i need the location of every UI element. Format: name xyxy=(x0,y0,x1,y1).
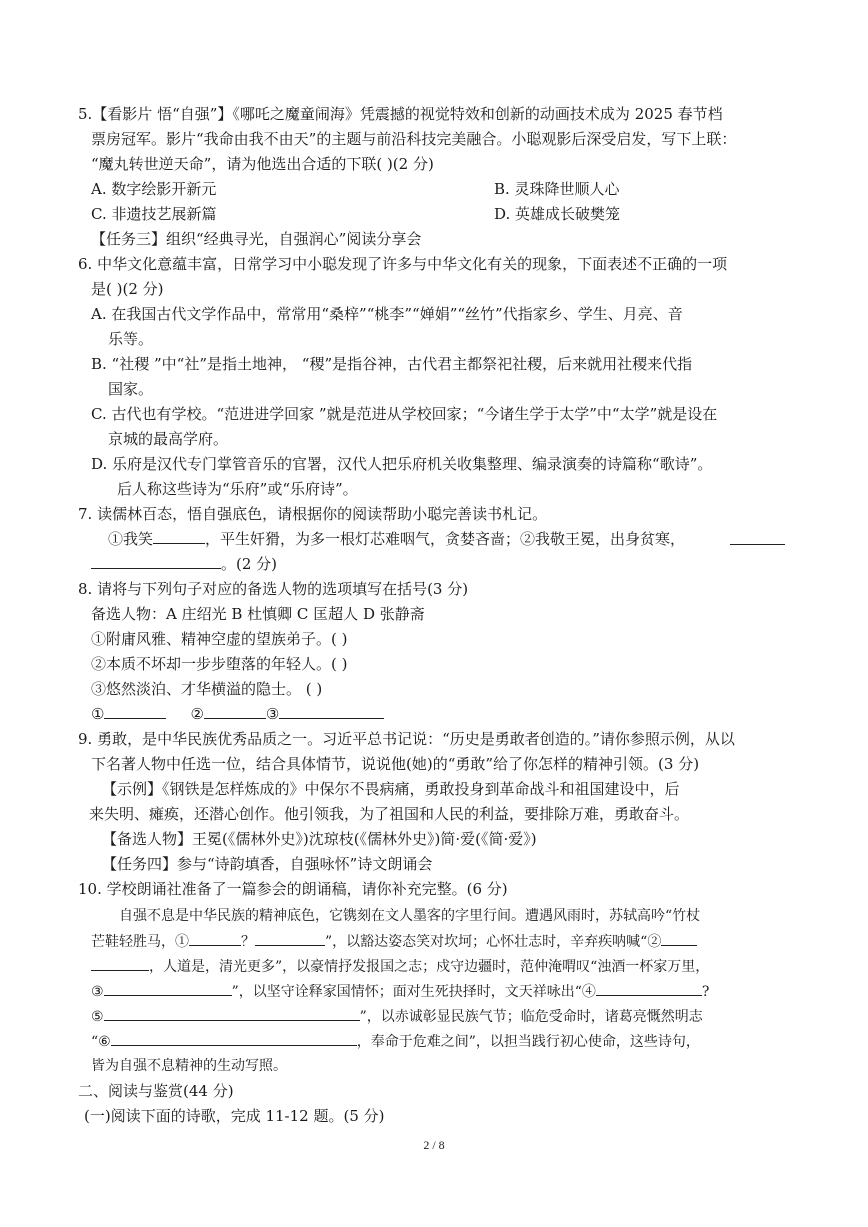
q7-line2 xyxy=(108,529,685,549)
q10-para-line2-start: 芒鞋轻胜马，① xyxy=(91,934,189,950)
q8-answer-blank-3[interactable] xyxy=(279,704,384,719)
task3-heading: 【任务三】组织“经典寻光，自强润心”阅读分享会 xyxy=(91,230,422,248)
q10-para-line5-text: ”，以赤诚彰显民族气节；临危受命时，诸葛亮慨然明志 xyxy=(359,1009,703,1025)
q9-line2: 下名著人物中任选一位，结合具体情节，说说他(她)的“勇敢”给了你怎样的精神引领。(3 分) xyxy=(91,755,700,773)
q6-line1: 6. 中华文化意蕴丰富，日常学习中小聪发现了许多与中华文化有关的现象，下面表述不正确的一项 xyxy=(78,255,728,273)
q10-para-line2-rest: ”，以豁达姿态笑对坎坷；心怀壮志时，辛弃疾呐喊“② xyxy=(325,934,662,950)
q9-example-line2: 来失明、瘫痪，还潜心创作。他引领我，为了祖国和人民的利益，要排除万难，勇敢奋斗。 xyxy=(89,805,690,823)
section-2-heading: 二、阅读与鉴赏(44 分) xyxy=(78,1082,234,1100)
task4-heading: 【任务四】参与“诗韵填香，自强咏怀”诗文朗诵会 xyxy=(102,855,433,873)
q7-blank-1[interactable] xyxy=(153,529,205,544)
q8-mark-3: ③ xyxy=(265,705,280,723)
q10-para-line6 xyxy=(91,1031,700,1052)
page-number: 2 / 8 xyxy=(423,1138,445,1152)
q10-para-line1: 自强不息是中华民族的精神底色，它镌刻在文人墨客的字里行间。遭遇风雨时，苏轼高吟“竹杖 xyxy=(119,908,701,924)
q8-candidates: 备选人物：A 庄绍光 B 杜慎卿 C 匡超人 D 张静斋 xyxy=(91,605,425,623)
q8-mark-1: ① xyxy=(91,705,105,723)
q10-para-line4 xyxy=(91,981,709,1002)
q5-option-a: A. 数字绘影开新元 xyxy=(91,180,217,198)
q5-option-b: B. 灵珠降世顺人心 xyxy=(494,180,620,198)
q6-option-c-line1: C. 古代也有学校。“范进进学回家 ”就是范进从学校回家；“今诸生学于太学”中“太学”就是设在 xyxy=(91,405,718,423)
q10-mark-5: ⑤ xyxy=(91,1009,104,1025)
q10-para-line3-text: ，人道是，清光更多”，以豪情抒发报国之志；戍守边疆时，范仲淹喟叹“浊酒一杯家万里， xyxy=(149,959,710,975)
q10-blank-4[interactable] xyxy=(596,981,702,996)
q9-example-line1: 【示例】《钢铁是怎样炼成的》中保尔不畏病痛，勇敢投身到革命战斗和祖国建设中，后 xyxy=(102,780,680,798)
q8-sentence-1: ①附庸风雅、精神空虚的望族弟子。( ) xyxy=(91,630,348,648)
q7-line2-rest: ，平生奸猾，为多一根灯芯难咽气，贪婪吝啬；②我敬王冕，出身贫寒， xyxy=(205,530,686,548)
q10-question-mark-1: ？ xyxy=(241,934,255,950)
q8-sentence-3: ③悠然淡泊、才华横溢的隐士。 ( ) xyxy=(91,680,323,698)
q10-para-line2 xyxy=(91,931,697,952)
q9-candidates: 【备选人物】王冕(《儒林外史》)沈琼枝(《儒林外史》)简·爱(《简·爱》) xyxy=(102,830,537,848)
q6-option-d-line1: D. 乐府是汉代专门掌管音乐的官署，汉代人把乐府机关收集整理、编录演奏的诗篇称“歌诗”。 xyxy=(91,455,713,473)
q10-blank-1a[interactable] xyxy=(189,931,241,946)
q10-para-line4-text: ”，以坚守诠释家国情怀；面对生死抉择时，文天祥咏出“④ xyxy=(231,984,596,1000)
q9-line1: 9. 勇敢，是中华民族优秀品质之一。习近平总书记说：“历史是勇敢者创造的。”请你参照示例，从以 xyxy=(78,730,735,748)
q8-line1: 8. 请将与下列句子对应的备选人物的选项填写在括号(3 分) xyxy=(78,580,469,598)
q7-blank-2a[interactable] xyxy=(730,544,785,545)
q10-para-line7: 皆为自强不息精神的生动写照。 xyxy=(91,1058,287,1074)
q8-answer-line xyxy=(91,704,384,724)
q5-option-c: C. 非遗技艺展新篇 xyxy=(91,205,217,223)
q6-option-b-line1: B. “社稷 ”中“社”是指土地神， “稷”是指谷神，古代君主都祭祀社稷，后来就用社稷来代指 xyxy=(91,355,693,373)
q10-para-line6-text: ，奉命于危难之间”，以担当践行初心使命，这些诗句， xyxy=(356,1034,700,1050)
q5-line1: 5.【看影片 悟“自强”】《哪吒之魔童闹海》凭震撼的视觉特效和创新的动画技术成为 2025 春节档 xyxy=(78,105,723,123)
q10-blank-3[interactable] xyxy=(104,981,232,996)
q7-line1: 7. 读儒林百态，悟自强底色，请根据你的阅读帮助小聪完善读书札记。 xyxy=(78,505,548,523)
q10-blank-2b[interactable] xyxy=(91,956,149,971)
q10-blank-5[interactable] xyxy=(104,1006,360,1021)
q10-para-line5 xyxy=(91,1006,703,1027)
q6-line2: 是( )(2 分) xyxy=(91,280,164,298)
q10-question-mark-4: ? xyxy=(701,984,710,1000)
q6-option-c-line2: 京城的最高学府。 xyxy=(108,430,229,448)
q10-line1: 10. 学校朗诵社准备了一篇参会的朗诵稿，请你补充完整。(6 分) xyxy=(78,880,508,898)
q8-answer-blank-2[interactable] xyxy=(204,704,266,719)
q6-option-b-line2: 国家。 xyxy=(108,380,154,398)
q5-line3: “魔丸转世逆天命”，请为他选出合适的下联( )(2 分) xyxy=(91,155,434,173)
q10-blank-6[interactable] xyxy=(111,1031,357,1046)
q10-para-line3 xyxy=(91,956,709,977)
q7-line3 xyxy=(91,554,277,574)
q7-line3-tail: 。(2 分) xyxy=(221,555,278,573)
q8-answer-blank-1[interactable] xyxy=(104,704,166,719)
q10-blank-2a[interactable] xyxy=(661,931,697,946)
q7-blank-2b[interactable] xyxy=(91,554,221,569)
q10-blank-1b[interactable] xyxy=(255,931,325,946)
q5-option-d: D. 英雄成长破樊笼 xyxy=(494,205,621,223)
q10-mark-3: ③ xyxy=(91,984,104,1000)
q7-line2-start: ①我笑 xyxy=(108,530,154,548)
q8-sentence-2: ②本质不坏却一步步堕落的年轻人。( ) xyxy=(91,655,348,673)
q10-mark-6: “⑥ xyxy=(91,1034,111,1050)
q8-mark-2: ② xyxy=(190,705,204,723)
subsection-1-heading: (一)阅读下面的诗歌，完成 11-12 题。(5 分) xyxy=(84,1107,385,1125)
q6-option-a-line2: 乐等。 xyxy=(108,330,154,348)
q6-option-d-line2: 后人称这些诗为“乐府”或“乐府诗”。 xyxy=(117,480,358,498)
q6-option-a-line1: A. 在我国古代文学作品中，常常用“桑梓”“桃李”“婵娟”“丝竹”代指家乡、学生、月亮、音 xyxy=(91,305,683,323)
q5-line2: 票房冠军。影片“我命由我不由天”的主题与前沿科技完美融合。小聪观影后深受启发，写下上联： xyxy=(91,130,737,148)
